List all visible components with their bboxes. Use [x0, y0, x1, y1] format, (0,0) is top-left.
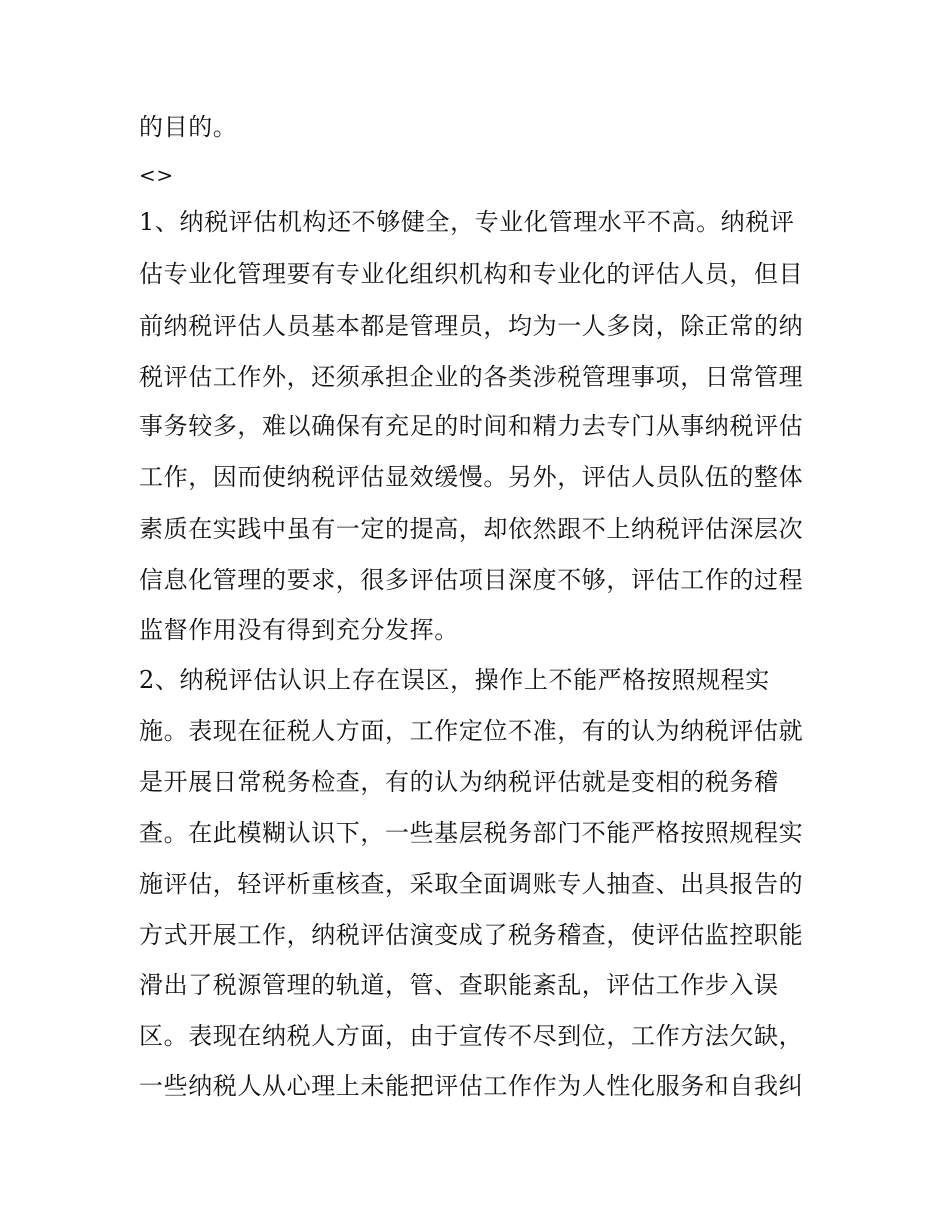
text-line: 素质在实践中虽有一定的提高，却依然跟不上纳税评估深层次: [139, 515, 804, 543]
text-line: 方式开展工作，纳税评估演变成了税务稽查，使评估监控职能: [139, 921, 804, 949]
text-line: 滑出了税源管理的轨道，管、查职能紊乱，评估工作步入误: [139, 971, 779, 999]
text-line: <>: [139, 163, 174, 187]
text-line: 施评估，轻评析重核查，采取全面调账专人抽查、出具报告的: [139, 870, 804, 898]
text-line: 查。在此模糊认识下，一些基层税务部门不能严格按照规程实: [139, 819, 804, 847]
text-line: 工作，因而使纳税评估显效缓慢。另外，评估人员队伍的整体: [139, 463, 804, 491]
text-line: 事务较多，难以确保有充足的时间和精力去专门从事纳税评估: [139, 412, 804, 440]
text-line: 是开展日常税务检查，有的认为纳税评估就是变相的税务稽: [139, 768, 779, 796]
text-line: 2、纳税评估认识上存在误区，操作上不能严格按照规程实: [139, 666, 770, 694]
text-line: 监督作用没有得到充分发挥。: [139, 616, 459, 644]
text-line: 前纳税评估人员基本都是管理员，均为一人多岗，除正常的纳: [139, 312, 804, 340]
text-line: 1、纳税评估机构还不够健全，专业化管理水平不高。纳税评: [139, 208, 795, 236]
text-line: 税评估工作外，还须承担企业的各类涉税管理事项，日常管理: [139, 363, 804, 391]
text-line: 施。表现在征税人方面，工作定位不准，有的认为纳税评估就: [139, 717, 804, 745]
text-line: 区。表现在纳税人方面，由于宣传不尽到位，工作方法欠缺，: [139, 1022, 804, 1050]
text-line: 的目的。: [139, 113, 238, 141]
text-line: 一些纳税人从心理上未能把评估工作作为人性化服务和自我纠: [139, 1072, 804, 1100]
text-line: 估专业化管理要有专业化组织机构和专业化的评估人员，但目: [139, 260, 804, 288]
text-line: 信息化管理的要求，很多评估项目深度不够，评估工作的过程: [139, 566, 804, 594]
